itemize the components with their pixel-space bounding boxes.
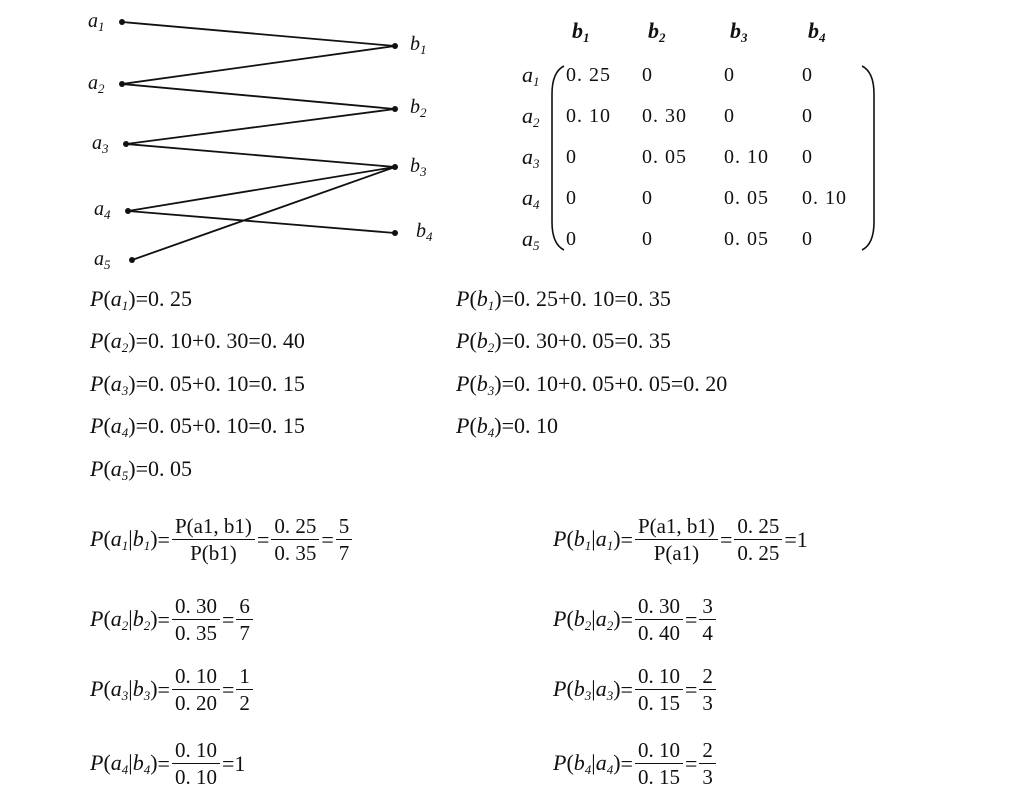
diagram-nodes: [119, 19, 398, 263]
fraction-denominator: 4: [702, 621, 713, 645]
fraction-denominator: 7: [338, 541, 350, 565]
conditional-b4-given-a4: [553, 738, 718, 789]
result: 1: [796, 526, 808, 552]
matrix-col-header-2: $b_2$: [648, 18, 666, 45]
equals-sign: =: [221, 606, 235, 632]
equals-sign: =: [221, 676, 235, 702]
matrix-cell: 0: [566, 146, 577, 168]
equals-sign: =: [620, 526, 633, 552]
matrix-row-header-5: $a_5$: [522, 226, 540, 253]
fraction-numeric: [172, 594, 220, 645]
marginal-term: $P(a_3)$: [90, 371, 136, 398]
fraction-denominator: 0. 35: [174, 621, 217, 645]
node-dot-0: [119, 19, 125, 25]
equals-sign: =: [256, 526, 270, 552]
fraction-numeric: [734, 514, 782, 565]
fraction-denominator: 3: [702, 765, 713, 789]
matrix-cell: 0: [802, 146, 813, 168]
node-label-b1: $b_1$: [410, 33, 427, 57]
node-label-a5: $a_5$: [94, 248, 111, 272]
matrix-cell: 0: [724, 105, 735, 127]
node-label-a2: $a_2$: [88, 72, 105, 96]
matrix-cell: 0. 10: [802, 187, 847, 209]
equals-sign: =: [157, 606, 170, 632]
marginal-a2: [90, 328, 305, 356]
fraction-numeric: [635, 664, 683, 715]
matrix-col-header-4: $b_4$: [808, 18, 826, 45]
equals-sign: =: [620, 750, 633, 776]
matrix-cell: 0. 25: [566, 64, 611, 86]
matrix-cell: 0: [642, 187, 653, 209]
marginal-b3: [456, 371, 727, 399]
marginal-a4: [90, 413, 305, 441]
fraction-numerator: 0. 25: [734, 514, 782, 540]
equals-sign: =: [620, 676, 633, 702]
node-label-b4: $b_4$: [416, 220, 433, 244]
marginal-term: $P(b_2)$: [456, 328, 502, 355]
result: 1: [234, 750, 246, 776]
marginal-expr: =0. 05+0. 10=0. 15: [135, 413, 305, 438]
marginal-a5: [90, 456, 192, 484]
node-dot-4: [129, 257, 135, 263]
equals-sign: =: [157, 676, 170, 702]
fraction-denominator: 0. 25: [737, 541, 780, 565]
fraction-result: [699, 664, 716, 715]
conditional-b3-given-a3: [553, 664, 718, 715]
matrix-col-header-1: $b_1$: [572, 18, 590, 45]
node-dot-8: [392, 230, 398, 236]
matrix-cell: 0: [802, 228, 813, 250]
conditional-a4-given-b4: [90, 738, 245, 789]
fraction-numerator: 6: [236, 594, 253, 620]
matrix-row-header-3: $a_3$: [522, 144, 540, 171]
fraction-result: [699, 594, 716, 645]
equals-sign: =: [221, 750, 235, 776]
fraction-denominator: 0. 15: [637, 691, 680, 715]
fraction-numeric: [635, 594, 683, 645]
fraction-denominator: 0. 10: [174, 765, 217, 789]
fraction-denominator: P(a1): [653, 541, 700, 565]
node-dot-2: [123, 141, 129, 147]
fraction-numeric: [172, 664, 220, 715]
fraction-numerator: 2: [699, 664, 716, 690]
node-label-a4: $a_4$: [94, 198, 111, 222]
fraction-numerator: P(a1, b1): [172, 514, 255, 540]
matrix-cell: 0: [724, 64, 735, 86]
fraction-denominator: 0. 40: [637, 621, 680, 645]
matrix-row-header-1: $a_1$: [522, 62, 540, 89]
fraction-denominator: 0. 15: [637, 765, 680, 789]
conditional-lhs: $P(b_4|a_4)$: [553, 749, 621, 777]
matrix-row-header-2: $a_2$: [522, 103, 540, 130]
node-label-b2: $b_2$: [410, 96, 427, 120]
node-dot-5: [392, 43, 398, 49]
equals-sign: =: [684, 676, 698, 702]
matrix-right-paren: [858, 64, 878, 254]
fraction-numerator: 0. 25: [271, 514, 319, 540]
edge-2: [122, 84, 395, 109]
matrix-cell: 0. 10: [566, 105, 611, 127]
conditional-lhs: $P(b_2|a_2)$: [553, 605, 621, 633]
equals-sign: =: [620, 606, 633, 632]
edge-7: [132, 167, 395, 260]
conditional-lhs: $P(a_1|b_1)$: [90, 525, 158, 553]
marginal-a3: [90, 371, 305, 399]
conditional-a2-given-b2: [90, 594, 255, 645]
matrix-cell: 0. 05: [642, 146, 687, 168]
marginal-expr: =0. 10: [501, 413, 559, 438]
equals-sign: =: [157, 750, 170, 776]
marginal-b4: [456, 413, 558, 441]
conditional-lhs: $P(b_3|a_3)$: [553, 675, 621, 703]
fraction-numerator: 0. 10: [635, 738, 683, 764]
marginal-expr: =0. 05: [135, 456, 193, 481]
fraction-numeric: [271, 514, 319, 565]
fraction-numerator: 0. 10: [635, 664, 683, 690]
marginal-term: $P(b_3)$: [456, 371, 502, 398]
diagram-edges: [122, 22, 395, 260]
marginal-term: $P(b_1)$: [456, 286, 502, 313]
conditional-lhs: $P(a_2|b_2)$: [90, 605, 158, 633]
equals-sign: =: [684, 750, 698, 776]
conditional-lhs: $P(a_3|b_3)$: [90, 675, 158, 703]
bipartite-diagram: [0, 0, 460, 280]
marginal-term: $P(a_5)$: [90, 456, 136, 483]
marginal-term: $P(b_4)$: [456, 413, 502, 440]
fraction-joint: [635, 514, 718, 565]
equals-sign: =: [684, 606, 698, 632]
matrix-cell: 0: [642, 228, 653, 250]
conditional-lhs: $P(b_1|a_1)$: [553, 525, 621, 553]
node-dot-7: [392, 164, 398, 170]
fraction-numerator: 1: [236, 664, 253, 690]
equals-sign: =: [157, 526, 170, 552]
matrix-col-header-3: $b_3$: [730, 18, 748, 45]
conditional-a3-given-b3: [90, 664, 255, 715]
fraction-numerator: 0. 30: [172, 594, 220, 620]
matrix-cell: 0: [566, 228, 577, 250]
edge-3: [126, 109, 395, 144]
fraction-result: [236, 594, 253, 645]
conditional-a1-given-b1: [90, 514, 354, 565]
fraction-result: [236, 664, 253, 715]
fraction-numeric: [635, 738, 683, 789]
marginal-expr: =0. 30+0. 05=0. 35: [501, 328, 671, 353]
fraction-numerator: 0. 10: [172, 664, 220, 690]
fraction-joint: [172, 514, 255, 565]
node-dot-6: [392, 106, 398, 112]
matrix-cell: 0. 30: [642, 105, 687, 127]
conditional-b1-given-a1: [553, 514, 808, 565]
fraction-numerator: 2: [699, 738, 716, 764]
edge-4: [126, 144, 395, 167]
fraction-denominator: 0. 35: [274, 541, 317, 565]
fraction-numerator: 5: [336, 514, 353, 540]
matrix-cell: 0: [802, 64, 813, 86]
edge-0: [122, 22, 395, 46]
marginal-expr: =0. 05+0. 10=0. 15: [135, 371, 305, 396]
node-label-a3: $a_3$: [92, 132, 109, 156]
matrix-left-paren: [550, 64, 570, 254]
node-label-a1: $a_1$: [88, 10, 105, 34]
matrix-row-header-4: $a_4$: [522, 185, 540, 212]
node-dot-3: [125, 208, 131, 214]
edge-1: [122, 46, 395, 84]
fraction-numerator: 3: [699, 594, 716, 620]
fraction-denominator: 0. 20: [174, 691, 217, 715]
marginal-expr: =0. 25+0. 10=0. 35: [501, 286, 671, 311]
equals-sign: =: [321, 526, 334, 552]
marginal-a1: [90, 286, 192, 314]
marginal-expr: =0. 25: [135, 286, 193, 311]
fraction-result: [699, 738, 716, 789]
matrix-cell: 0. 10: [724, 146, 769, 168]
fraction-numeric: [172, 738, 220, 789]
marginal-term: $P(a_2)$: [90, 328, 136, 355]
matrix-cell: 0: [802, 105, 813, 127]
fraction-denominator: 3: [702, 691, 713, 715]
edge-5: [128, 167, 395, 211]
fraction-denominator: P(b1): [190, 541, 237, 565]
fraction-numerator: 0. 10: [172, 738, 220, 764]
marginal-b2: [456, 328, 671, 356]
matrix-cell: 0: [566, 187, 577, 209]
node-dot-1: [119, 81, 125, 87]
equals-sign: =: [719, 526, 733, 552]
matrix-cell: 0. 05: [724, 187, 769, 209]
fraction-numerator: 0. 30: [635, 594, 683, 620]
equals-sign: =: [784, 526, 797, 552]
marginal-expr: =0. 10+0. 30=0. 40: [135, 328, 305, 353]
fraction-numerator: P(a1, b1): [635, 514, 718, 540]
matrix-cell: 0. 05: [724, 228, 769, 250]
node-label-b3: $b_3$: [410, 155, 427, 179]
fraction-result: [336, 514, 353, 565]
fraction-denominator: 2: [239, 691, 250, 715]
marginal-expr: =0. 10+0. 05+0. 05=0. 20: [501, 371, 728, 396]
fraction-denominator: 7: [239, 621, 250, 645]
marginal-term: $P(a_1)$: [90, 286, 136, 313]
marginal-term: $P(a_4)$: [90, 413, 136, 440]
matrix-cell: 0: [642, 64, 653, 86]
conditional-lhs: $P(a_4|b_4)$: [90, 749, 158, 777]
conditional-b2-given-a2: [553, 594, 718, 645]
marginal-b1: [456, 286, 671, 314]
